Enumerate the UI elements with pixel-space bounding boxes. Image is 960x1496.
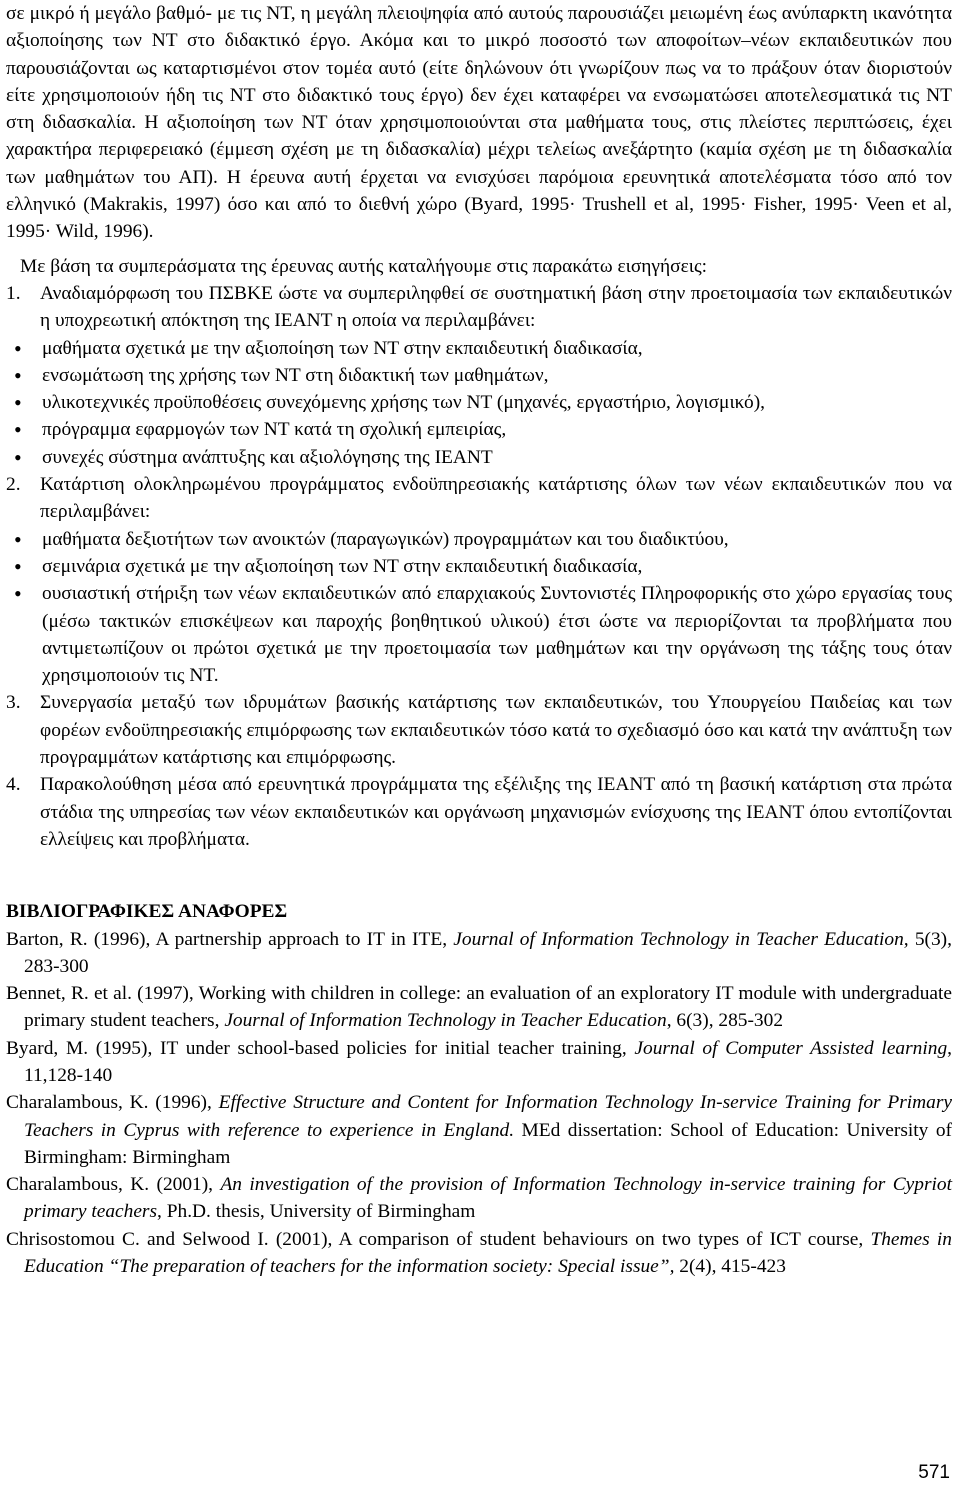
summary-paragraph: Με βάση τα συμπεράσματα της έρευνας αυτής καταλήγουμε στις παρακάτω εισηγήσεις: <box>20 255 708 277</box>
page-number: 571 <box>918 1462 950 1483</box>
recommendation-4 <box>6 771 952 853</box>
recommendation-number: 3. <box>6 692 21 714</box>
reference-item: Charalambous, K. (1996), Effective Structure and Content for Information Technology In-service Training for Primary Teachers in Cyprus with reference to experience in England. MEd dissertation: School of Education: University of Birmingham: Birmingham <box>6 1092 953 1168</box>
list-item: • συνεχές σύστημα ανάπτυξης και αξιολόγησης της ΙΕΑΝΤ <box>6 444 952 471</box>
recommendation-number: 1. <box>6 282 21 304</box>
list-item: • πρόγραμμα εφαρμογών των ΝΤ κατά τη σχολική εμπειρίας, <box>6 416 952 443</box>
list-item: • μαθήματα σχετικά με την αξιοποίηση των ΝΤ στην εκπαιδευτική διαδικασία, <box>6 335 952 362</box>
list-item: • σεμινάρια σχετικά με την αξιοποίηση των ΝΤ στην εκπαιδευτική διαδικασία, <box>6 553 952 580</box>
recommendation-text: Παρακολούθηση μέσα από ερευνητικά προγράμματα της εξέλιξης της ΙΕΑΝΤ από τη βασική κατάρτιση στα πρώτα στάδια της υπηρεσίας των νέων εκπαιδευτικών και οργάνωση μηχανισμών ενίσχυσης της ΙΕΑΝΤ όπου εντοπίζονται ελλείψεις και προβλήματα. <box>40 774 952 850</box>
reference-item: Charalambous, K. (2001), An investigation of the provision of Information Technology in-service training for Cypriot primary teachers, Ph.D. thesis, University of Birmingham <box>6 1174 953 1223</box>
references-heading: ΒΙΒΛΙΟΓΡΑΦΙΚΕΣ ΑΝΑΦΟΡΕΣ <box>6 901 288 923</box>
recommendation-2-bullets <box>6 526 952 690</box>
document-body <box>6 0 952 1280</box>
list-item: • ενσωμάτωση της χρήσης των ΝΤ στη διδακτική των μαθημάτων, <box>6 362 952 389</box>
recommendation-text: Κατάρτιση ολοκληρωμένου προγράμματος ενδοϋπηρεσιακής κατάρτισης όλων των νέων εκπαιδευτικών που να περιλαμβάνει: <box>40 474 952 523</box>
recommendation-1-bullets <box>6 335 952 471</box>
reference-item: Chrisostomou C. and Selwood I. (2001), A comparison of student behaviours on two types of ICT course, Themes in Education “The preparation of teachers for the information society: Special issue”, 2(4), 415-423 <box>6 1228 952 1278</box>
recommendation-number: 4. <box>6 774 21 796</box>
references-list <box>6 926 952 1281</box>
list-item: • ουσιαστική στήριξη των νέων εκπαιδευτικών από επαρχιακούς Συντονιστές Πληροφορικής στο χώρο εργασίας τους (μέσω τακτικών επισκέψεων και παροχής βοηθητικού υλικού) έτσι ώστε να περιορίζονται τα προβλήματα που αντιμετωπίζουν οι πρώτοι σχετικά με την προετοιμασία των μαθημάτων και την οργάνωση της τάξης τους όταν χρησιμοποιούν τις ΝΤ. <box>6 580 952 689</box>
reference-item: Barton, R. (1996), A partnership approach to IT in ITE, Journal of Information Technology in Teacher Education, 5(3), 283-300 <box>6 928 952 977</box>
list-item: • μαθήματα δεξιοτήτων των ανοικτών (παραγωγικών) προγραμμάτων και του διαδικτύου, <box>6 526 952 553</box>
recommendation-2 <box>6 471 952 689</box>
recommendation-text: Αναδιαμόρφωση του ΠΣΒΚΕ ώστε να συμπεριληφθεί σε συστηματική βάση στην προετοιμασία των εκπαιδευτικών η υποχρεωτική απόκτηση της ΙΕΑΝΤ η οποία να περιλαμβάνει: <box>40 282 952 332</box>
reference-item: Bennet, R. et al. (1997), Working with children in college: an evaluation of an exploratory IT module with undergraduate primary student teachers, Journal of Information Technology in Teacher Education, 6(3), 285-302 <box>6 983 952 1032</box>
intro-paragraph: σε μικρό ή μεγάλο βαθμό- με τις ΝΤ, η μεγάλη πλειοψηφία από αυτούς παρουσιάζει μειωμένη έως ανύπαρκτη ικανότητα αξιοποίησης των ΝΤ στο διδακτικό έργο. Ακόμα και το μικρό ποσοστό των αποφοίτων–νέων εκπαιδευτικών που παρουσιάζονται ως καταρτισμένοι στον τομέα αυτό (είτε δηλώνουν ότι γνωρίζουν πως να το πράξουν όταν διοριστούν είτε χρησιμοποιούν ήδη τις ΝΤ στο διδακτικό τους έργο) δεν έχει καταφέρει να ενσωματώσει αποτελεσματικά τις ΝΤ στη διδασκαλία. Η αξιοποίηση των ΝΤ όταν χρησιμοποιούνται στα μαθήματα τους, στις πλείστες περιπτώσεις, έχει χαρακτήρα περιφερειακό (έμμεση σχέση με τη διδασκαλία) μέχρι τελείως ανεξάρτητο (καμία σχέση με τη διδασκαλία των μαθημάτων του ΑΠ). Η έρευνα αυτή έρχεται να ενισχύσει παρόμοια ερευνητικά αποτελέσματα τόσο από τον ελληνικό (Makrakis, 1997) όσο και από το διεθνή χώρο (Byard, 1995· Trushell et al, 1995· Fisher, 1995· Veen et al, 1995· Wild, 1996). <box>6 3 952 243</box>
reference-item: Byard, M. (1995), IT under school-based policies for initial teacher training, Journal of Computer Assisted learning, 11,128-140 <box>6 1037 953 1086</box>
list-item: • υλικοτεχνικές προϋποθέσεις συνεχόμενης χρήσης των ΝΤ (μηχανές, εργαστήριο, λογισμικό), <box>6 389 952 416</box>
recommendation-number: 2. <box>6 474 21 496</box>
recommendation-3 <box>6 689 952 771</box>
recommendation-text: Συνεργασία μεταξύ των ιδρυμάτων βασικής κατάρτισης των εκπαιδευτικών, του Υπουργείου Παιδείας και των φορέων ενδοϋπηρεσιακής επιμόρφωσης των εκπαιδευτικών τόσο κατά το σχεδιασμό όσο και κατά την ανάπτυξη των προγραμμάτων κατάρτισης και επιμόρφωσης. <box>40 692 952 769</box>
recommendation-1 <box>6 280 952 471</box>
